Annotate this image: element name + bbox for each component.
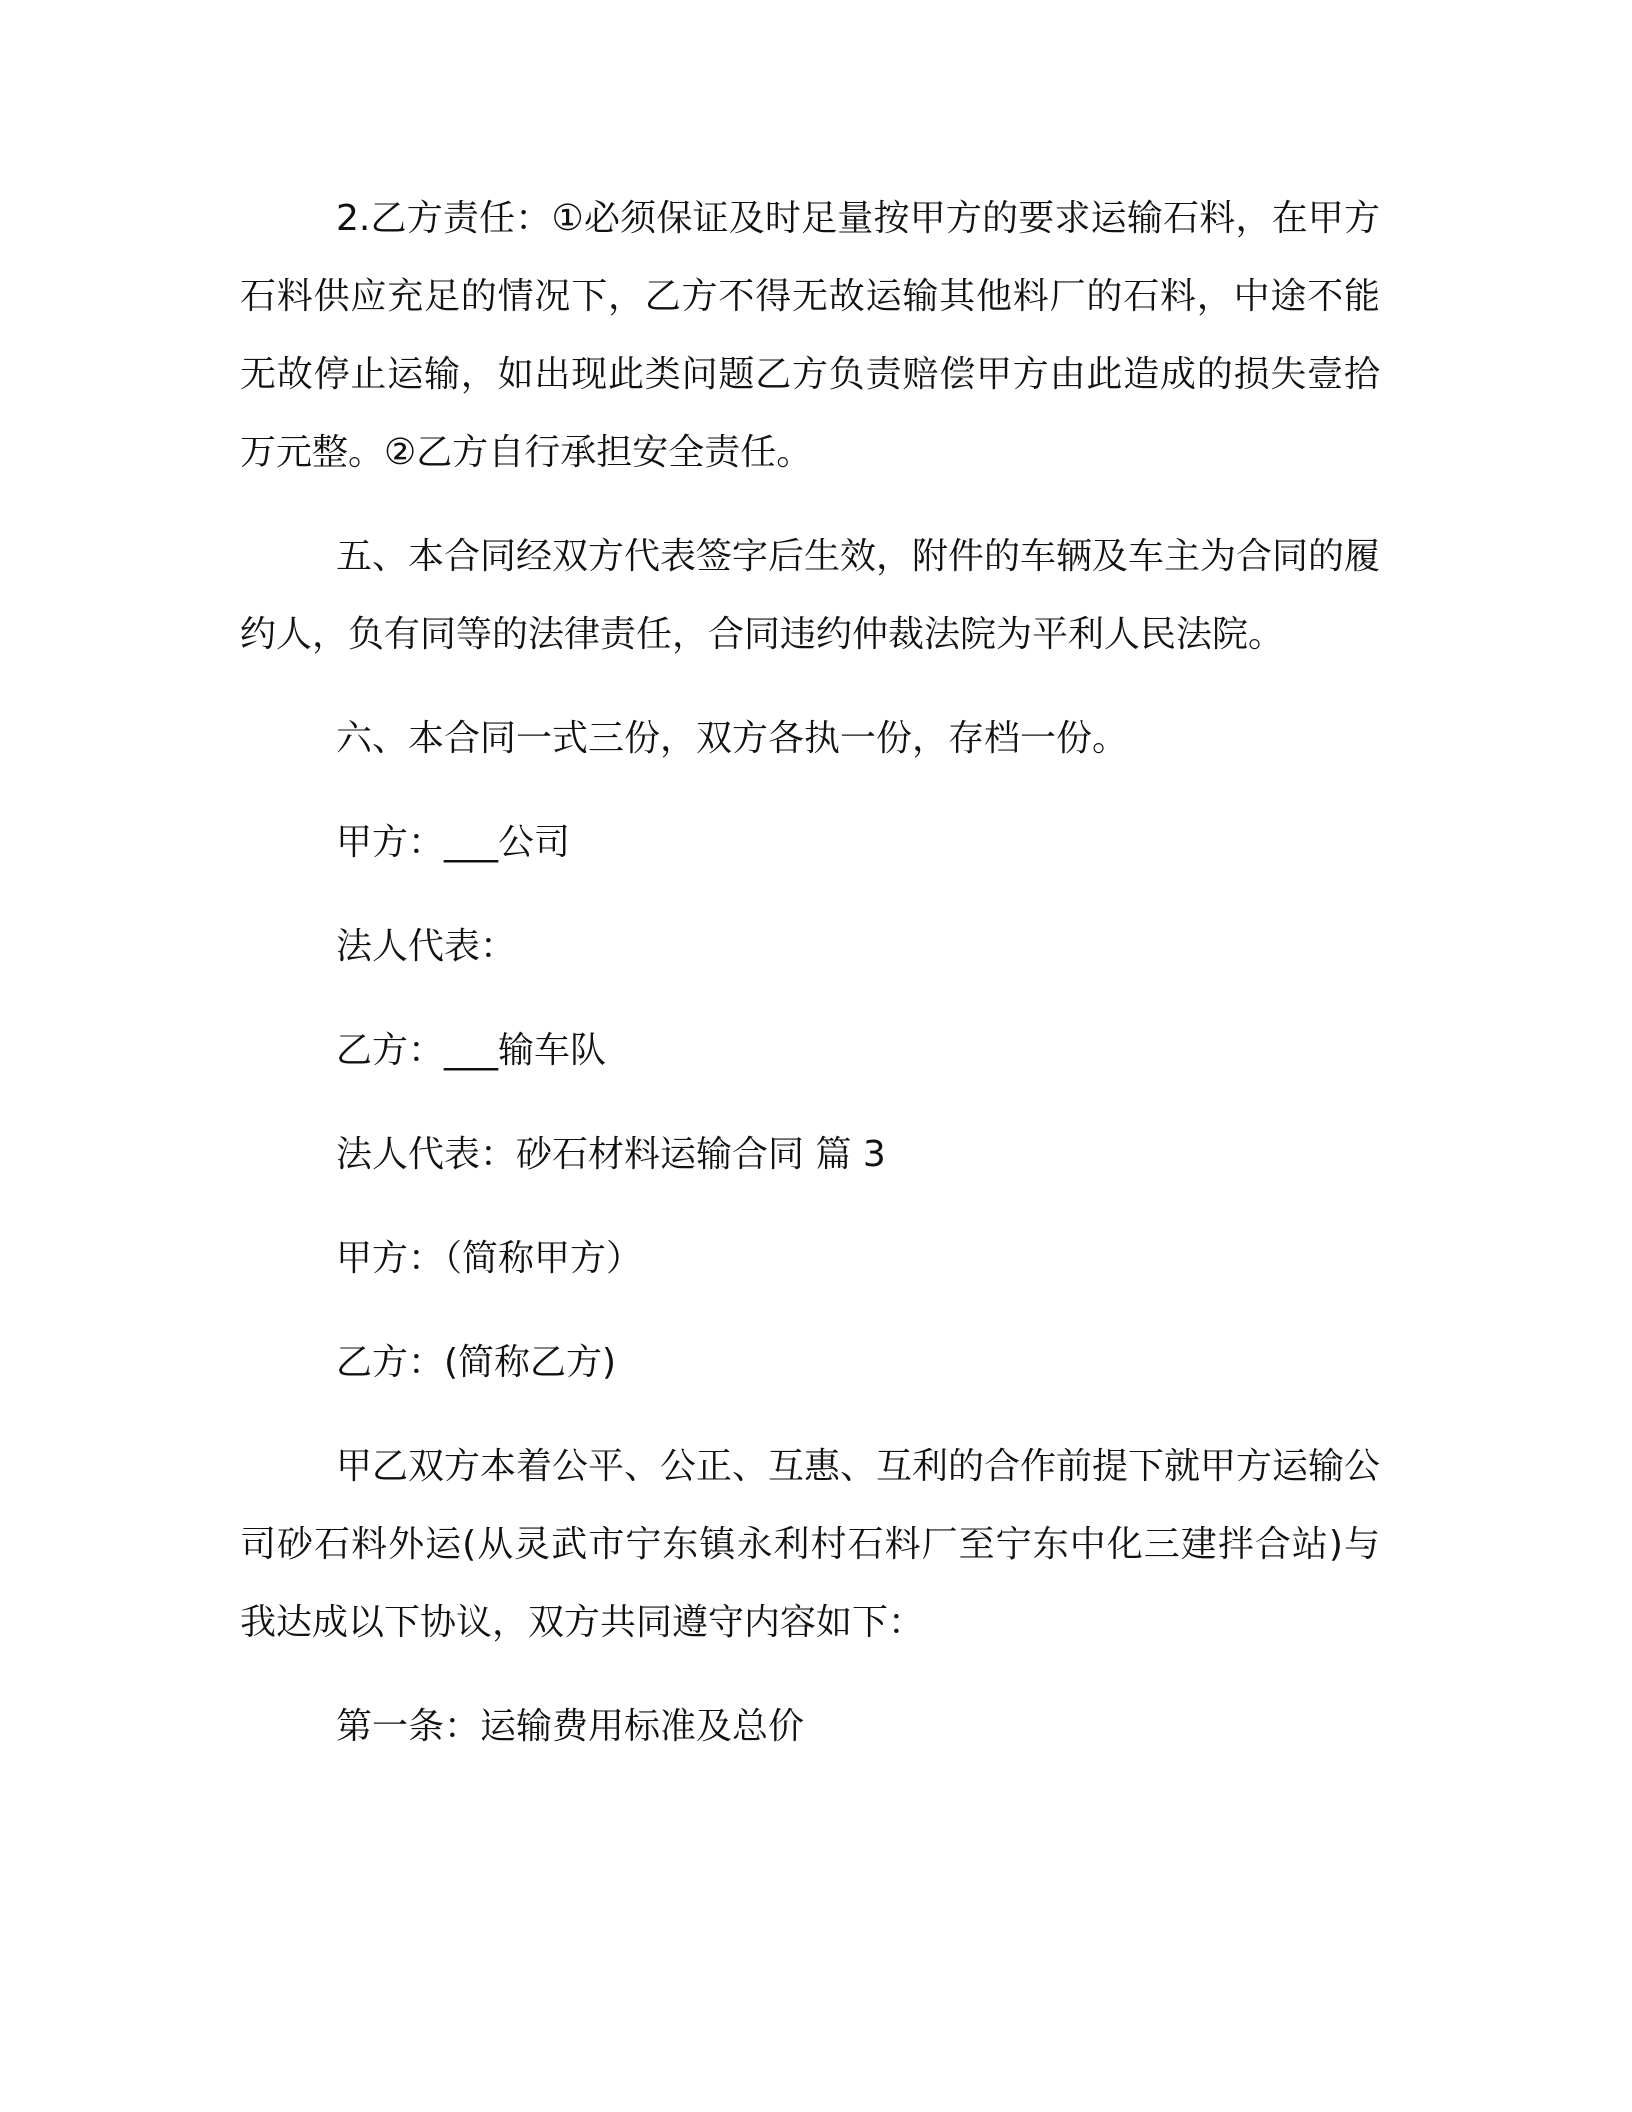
legal-representative-a-line: 法人代表： [336,926,517,967]
party-a-abbrev-line: 甲方：（简称甲方） [336,1238,643,1279]
party-b-abbrev-line: 乙方：(简称乙方) [336,1342,617,1383]
party-b-line: 乙方：___输车队 [336,1030,607,1071]
article-one-heading: 第一条：运输费用标准及总价 [336,1706,805,1747]
clause-six-copies: 六、本合同一式三份，双方各执一份，存档一份。 [336,718,1129,759]
clause-five-effectiveness: 五、本合同经双方代表签字后生效，附件的车辆及车主为合同的履约人，负有同等的法律责任，合同违约仲裁法院为平利人民法院。 [240,536,1381,655]
agreement-preamble: 甲乙双方本着公平、公正、互惠、互利的合作前提下就甲方运输公司砂石料外运(从灵武市宁东镇永利村石料厂至宁东中化三建拌合站)与我达成以下协议，双方共同遵守内容如下： [240,1446,1381,1643]
legal-representative-b-line: 法人代表：砂石材料运输合同 篇 3 [336,1134,886,1175]
clause-party-b-responsibility: 2.乙方责任：①必须保证及时足量按甲方的要求运输石料，在甲方石料供应充足的情况下，乙方不得无故运输其他料厂的石料，中途不能无故停止运输，如出现此类问题乙方负责赔偿甲方由此造成的损失壹拾万元整。②乙方自行承担安全责任。 [240,198,1380,473]
document-body [240,180,1380,1792]
party-a-line: 甲方：___公司 [336,822,571,863]
